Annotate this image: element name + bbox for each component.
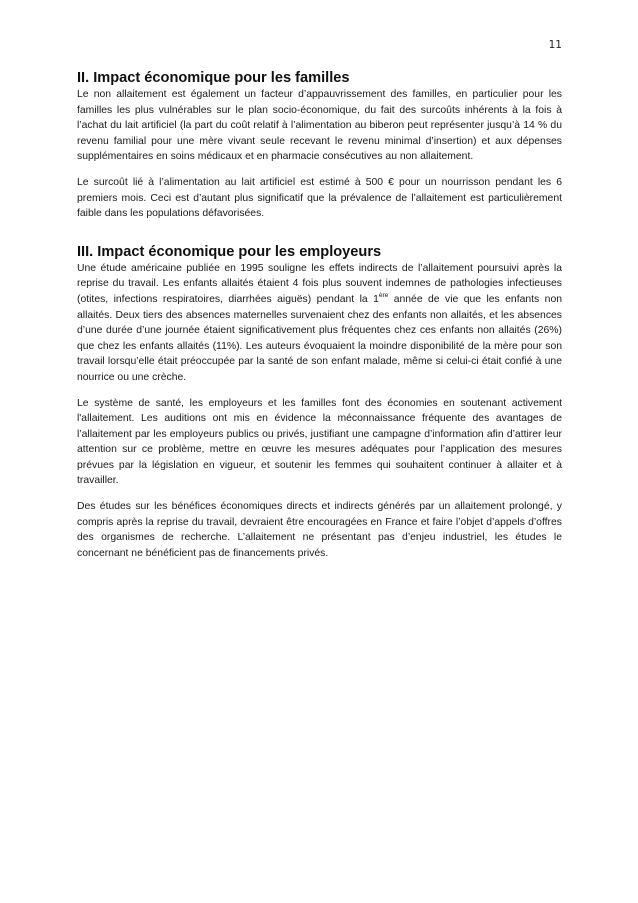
ordinal-superscript: ère <box>378 291 389 299</box>
section-impact-employeurs <box>77 244 562 562</box>
paragraph-familles-1: Le non allaitement est également un facteur d’appauvrissement des familles, en particulier pour les familles les plus vulnérables sur le plan socio-économique, du fait des surcoûts inhérents à la fois à l’achat du lait artificiel (la part du coût relatif à l’alimentation au biberon peut représenter jusqu’à 14 % du revenu familial pour une mère vivant seule recevant le revenu minimal d’insertion) et aux dépenses supplémentaires en soins médicaux et en pharmacie consécutives au non allaitement. <box>77 89 562 163</box>
paragraph-employeurs-1-part-a: Une étude américaine publiée en 1995 souligne les effets indirects de l’allaitement poursuivi après la reprise du travail. Les enfants allaités étaient 4 fois plus souvent indemnes de pathologies infectieuses (otites, infections respiratoires, diarrhées aiguës) pendant la 1 <box>77 262 562 305</box>
paragraph-employeurs-3: Des études sur les bénéfices économiques directs et indirects générés par un allaitement prolongé, y compris après la reprise du travail, devraient être encouragées en France et faire l’objet d’appels d’offres des organismes de recherche. L’allaitement ne présentant pas d’enjeu industriel, les études le concernant ne bénéficient pas de financements privés. <box>77 501 562 559</box>
page-content <box>77 70 562 561</box>
paragraph-familles-2: Le surcoût lié à l’alimentation au lait artificiel est estimé à 500 € pour un nourrisson pendant les 6 premiers mois. Ceci est d’autant plus significatif que la prévalence de l’allaitement est particulièrement faible dans les populations défavorisées. <box>77 176 562 220</box>
section-impact-familles <box>77 70 562 222</box>
section-heading-employeurs: III. Impact économique pour les employeurs <box>77 243 382 260</box>
paragraph-employeurs-2: Le système de santé, les employeurs et les familles font des économies en soutenant activement l'allaitement. Les auditions ont mis en évidence la méconnaissance fréquente des avantages de l’allaitement par les employeurs publics ou privés, justifiant une campagne d’information afin d’attirer leur attention sur ce problème, mettre en œuvre les mesures adéquates pour l’application des mesures prévues par la législation en vigueur, et soutenir les femmes qui souhaitent continuer à allaiter et à travailler. <box>77 397 562 487</box>
page-number: 11 <box>548 39 562 51</box>
paragraph-employeurs-1 <box>77 261 562 386</box>
section-heading-familles: II. Impact économique pour les familles <box>77 70 350 86</box>
paragraph-employeurs-1-part-b: année de vie que les enfants non allaités. Deux tiers des absences maternelles survenaient chez des enfants non allaités, et les absences d’une durée d’une journée étaient significativement plus fréquentes chez ces enfants non allaités (26%) que chez les enfants allaités (11%). Les auteurs évoquaient la moindre disponibilité de la mère pour son travail lorsqu’elle était préoccupée par la santé de son enfant malade, même si celui-ci était confié à une nourrice ou une crèche. <box>77 293 562 383</box>
